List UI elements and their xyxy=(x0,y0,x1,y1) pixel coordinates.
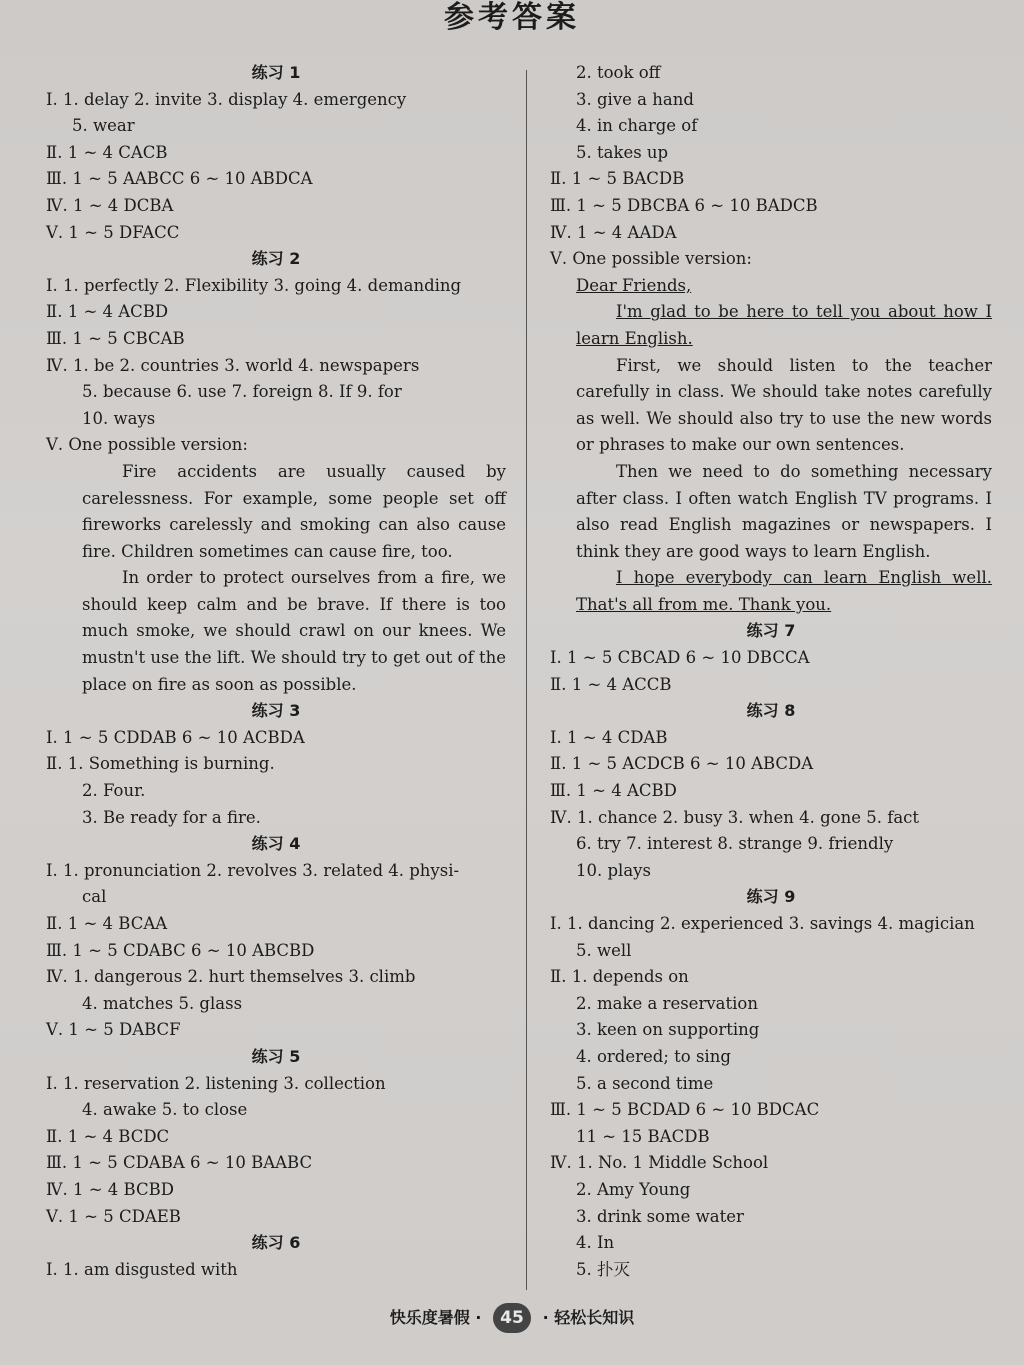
page-footer xyxy=(0,1303,1024,1333)
answer-line: 4. awake 5. to close xyxy=(82,1100,248,1120)
footer-left-text: 快乐度暑假 xyxy=(389,1308,470,1327)
footer-right-text: 轻松长知识 xyxy=(554,1308,635,1327)
answer-line: 4. in charge of xyxy=(576,116,698,136)
exercise-heading: 练习 4 xyxy=(251,834,301,854)
answer-line: Ⅰ. 1 ~ 5 CDDAB 6 ~ 10 ACBDA xyxy=(46,727,305,747)
answer-line: 5. well xyxy=(576,940,632,960)
answer-line: Ⅰ. 1. reservation 2. listening 3. collection xyxy=(46,1073,386,1093)
answer-line: Ⅰ. 1. am disgusted with xyxy=(46,1259,238,1279)
answer-line: Ⅰ. 1 ~ 5 CBCAD 6 ~ 10 DBCCA xyxy=(550,648,810,668)
page-title: 参考答案 xyxy=(444,0,580,35)
answer-line: 10. ways xyxy=(82,408,156,428)
letter-intro: I'm glad to be here to tell you about how I learn English. xyxy=(576,302,992,348)
answer-line: Ⅴ. 1 ~ 5 DFACC xyxy=(46,222,180,242)
exercise-heading: 练习 8 xyxy=(746,701,796,721)
answer-line: Ⅲ. 1 ~ 4 ACBD xyxy=(550,781,677,801)
left-column xyxy=(46,60,506,1283)
answer-line: 11 ~ 15 BACDB xyxy=(576,1126,710,1146)
answer-line: Ⅱ. 1. Something is burning. xyxy=(46,754,275,774)
answer-line: Ⅲ. 1 ~ 5 DBCBA 6 ~ 10 BADCB xyxy=(550,195,818,215)
right-column xyxy=(550,60,992,1283)
answer-line: Ⅳ. 1 ~ 4 DCBA xyxy=(46,195,174,215)
answer-line: Ⅱ. 1 ~ 5 ACDCB 6 ~ 10 ABCDA xyxy=(550,754,814,774)
essay-paragraph: In order to protect ourselves from a fire, we should keep calm and be brave. If there is too much smoke, we should crawl on our knees. We mustn't use the lift. We should try to get out of the place on fire as soon as possible. xyxy=(82,568,506,694)
answer-line: 6. try 7. interest 8. strange 9. friendly xyxy=(576,834,894,854)
answer-line: Ⅳ. 1 ~ 4 AADA xyxy=(550,222,677,242)
answer-line: 4. matches 5. glass xyxy=(82,993,243,1013)
letter-greeting: Dear Friends, xyxy=(576,275,692,295)
exercise-heading: 练习 1 xyxy=(251,63,301,82)
exercise-heading: 练习 7 xyxy=(746,621,796,641)
answer-line: Ⅳ. 1. No. 1 Middle School xyxy=(550,1153,769,1173)
answer-line: 2. make a reservation xyxy=(576,993,758,1013)
answer-line: 5. because 6. use 7. foreign 8. If 9. for xyxy=(82,382,402,402)
answer-line: Ⅲ. 1 ~ 5 BCDAD 6 ~ 10 BDCAC xyxy=(550,1100,820,1120)
answer-line: Ⅲ. 1 ~ 5 CDABC 6 ~ 10 ABCBD xyxy=(46,940,315,960)
answer-line: Ⅱ. 1 ~ 4 BCAA xyxy=(46,914,168,933)
answer-line: Ⅰ. 1. dancing 2. experienced 3. savings 4. magician xyxy=(550,914,975,933)
exercise-heading: 练习 2 xyxy=(251,249,301,269)
answer-line: Ⅰ. 1. delay 2. invite 3. display 4. emergency xyxy=(46,89,407,109)
answer-line: Ⅴ. 1 ~ 5 CDAEB xyxy=(46,1206,181,1226)
essay-paragraph: Then we need to do something necessary after class. I often watch English TV programs. I also read English magazines or newspapers. I think they are good ways to learn English. xyxy=(576,461,992,561)
answer-line: 3. drink some water xyxy=(576,1206,744,1226)
answer-line: Ⅰ. 1. pronunciation 2. revolves 3. related 4. physi- xyxy=(46,860,460,880)
answer-line: 2. took off xyxy=(576,63,661,82)
answer-line: Ⅲ. 1 ~ 5 CDABA 6 ~ 10 BAABC xyxy=(46,1153,313,1173)
answer-line: Ⅲ. 1 ~ 5 AABCC 6 ~ 10 ABDCA xyxy=(46,169,313,189)
answer-line: Ⅳ. 1. chance 2. busy 3. when 4. gone 5. fact xyxy=(550,807,920,827)
answer-line: Ⅰ. 1 ~ 4 CDAB xyxy=(550,727,668,747)
answer-line: Ⅱ. 1. depends on xyxy=(550,967,689,987)
essay-paragraph: Fire accidents are usually caused by carelessness. For example, some people set off fireworks carelessly and smoking can also cause fire. Children sometimes can cause fire, too. xyxy=(82,461,506,561)
answer-line: Ⅱ. 1 ~ 4 BCDC xyxy=(46,1126,170,1146)
exercise-heading: 练习 3 xyxy=(251,701,301,721)
answer-line: Ⅱ. 1 ~ 5 BACDB xyxy=(550,169,685,189)
answer-line: Ⅱ. 1 ~ 4 ACCB xyxy=(550,674,672,694)
answer-line: Ⅴ. One possible version: xyxy=(550,249,752,269)
answer-line: Ⅴ. 1 ~ 5 DABCF xyxy=(46,1020,181,1040)
page-number: 45 xyxy=(493,1303,531,1333)
answer-line: Ⅱ. 1 ~ 4 CACB xyxy=(46,142,168,162)
exercise-heading: 练习 5 xyxy=(251,1046,301,1066)
exercise-heading: 练习 9 xyxy=(746,887,796,907)
answer-line: 3. Be ready for a fire. xyxy=(82,807,261,827)
answer-line: Ⅰ. 1. perfectly 2. Flexibility 3. going 4. demanding xyxy=(46,275,462,295)
essay-paragraph: First, we should listen to the teacher carefully in class. We should take notes carefully as well. We should also try to use the new words or phrases to make our own sentences. xyxy=(576,355,992,455)
answer-line: 3. keen on supporting xyxy=(576,1020,760,1040)
letter-closing: I hope everybody can learn English well. That's all from me. Thank you. xyxy=(576,568,992,614)
answer-line: 5. a second time xyxy=(576,1073,714,1093)
answer-line: Ⅳ. 1 ~ 4 BCBD xyxy=(46,1179,174,1199)
answer-line: 5. wear xyxy=(72,116,135,136)
footer-dot: · xyxy=(475,1308,482,1327)
answer-line: cal xyxy=(82,887,107,907)
answer-line: Ⅳ. 1. dangerous 2. hurt themselves 3. climb xyxy=(46,967,416,987)
column-divider xyxy=(526,70,527,1290)
answer-line: Ⅲ. 1 ~ 5 CBCAB xyxy=(46,328,185,348)
answer-line: 2. Amy Young xyxy=(576,1179,691,1199)
answer-line: 3. give a hand xyxy=(576,89,694,109)
exercise-heading: 练习 6 xyxy=(251,1233,301,1253)
answer-line: Ⅱ. 1 ~ 4 ACBD xyxy=(46,302,169,322)
answer-line: 2. Four. xyxy=(82,781,146,801)
footer-dot: · xyxy=(542,1308,549,1327)
answer-line: 4. In xyxy=(576,1233,615,1253)
answer-line: Ⅴ. One possible version: xyxy=(46,435,248,455)
answer-line: 5. takes up xyxy=(576,142,669,162)
answer-line: 5. 扑灭 xyxy=(576,1259,630,1279)
answer-line: Ⅳ. 1. be 2. countries 3. world 4. newspapers xyxy=(46,355,420,375)
answer-line: 10. plays xyxy=(576,860,651,880)
answer-line: 4. ordered; to sing xyxy=(576,1046,731,1066)
